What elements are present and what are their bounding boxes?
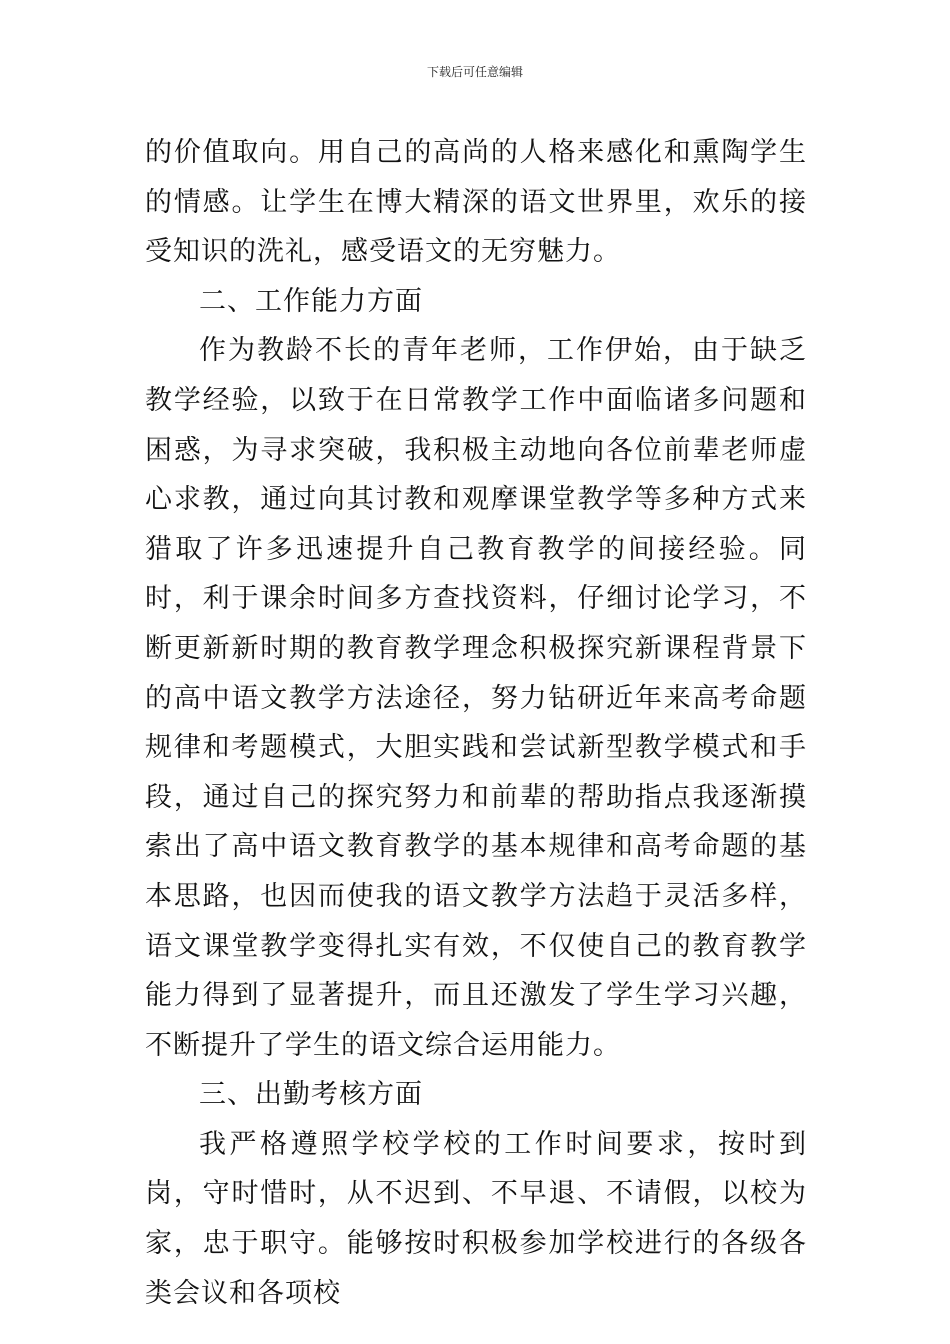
- document-body: [145, 128, 807, 1318]
- page-header: 下载后可任意编辑: [426, 65, 523, 79]
- section-heading-work-ability: 二、工作能力方面: [199, 285, 423, 317]
- paragraph-values-continuation: 的价值取向。用自己的高尚的人格来感化和熏陶学生的情感。让学生在博大精深的语文世界里，欢乐的接受知识的洗礼，感受语文的无穷魅力。: [145, 137, 807, 268]
- paragraph-attendance: 我严格遵照学校学校的工作时间要求，按时到岗，守时惜时，从不迟到、不早退、不请假，以校为家，忠于职守。能够按时积极参加学校进行的各级各类会议和各项校: [145, 1128, 807, 1309]
- section-heading-attendance: 三、出勤考核方面: [199, 1079, 423, 1111]
- paragraph-work-ability: 作为教龄不长的青年老师，工作伊始，由于缺乏教学经验，以致于在日常教学工作中面临诸多问题和困惑，为寻求突破，我积极主动地向各位前辈老师虚心求教，通过向其讨教和观摩课堂教学等多种方式来猎取了许多迅速提升自己教育教学的间接经验。同时，利于课余时间多方查找资料，仔细讨论学习，不断更新新时期的教育教学理念积极探究新课程背景下的高中语文教学方法途径，努力钻研近年来高考命题规律和考题模式，大胆实践和尝试新型教学模式和手段，通过自己的探究努力和前辈的帮助指点我逐渐摸索出了高中语文教育教学的基本规律和高考命题的基本思路，也因而使我的语文教学方法趋于灵活多样，语文课堂教学变得扎实有效，不仅使自己的教育教学能力得到了显著提升，而且还激发了学生学习兴趣，不断提升了学生的语文综合运用能力。: [145, 335, 807, 1061]
